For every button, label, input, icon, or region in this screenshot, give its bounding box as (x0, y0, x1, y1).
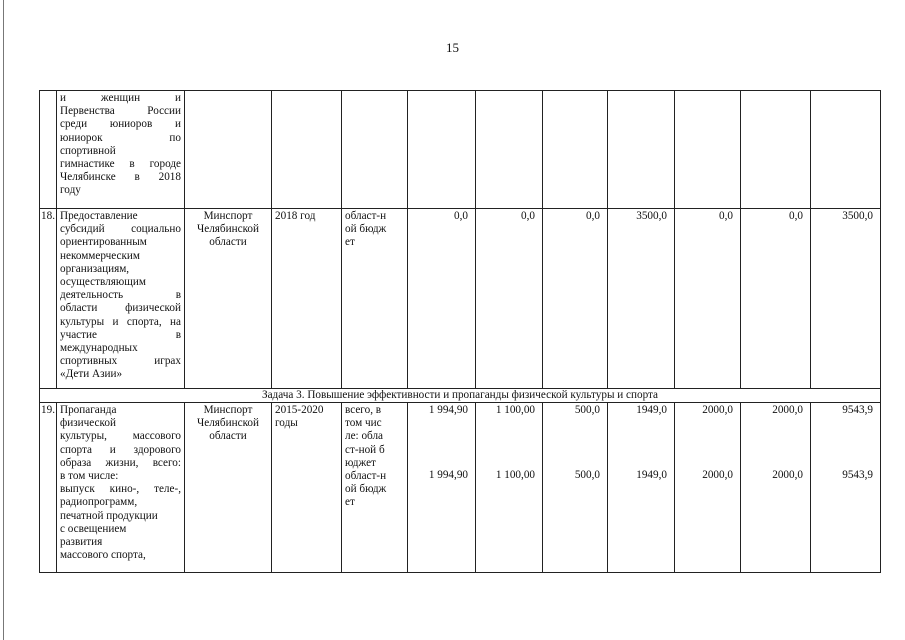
event-name-line: развития (60, 536, 103, 549)
event-name-line: области физической (60, 302, 181, 315)
period-cell (272, 91, 342, 209)
event-name-line: среди юниоров и (60, 118, 181, 131)
value-cell: 500,0 500,0 (543, 403, 608, 573)
event-name-line: физической (60, 417, 116, 430)
event-name-line: «Дети Азии» (60, 368, 123, 381)
page-number: 15 (446, 40, 459, 55)
event-name-cell (57, 91, 185, 209)
page-binding-line (3, 0, 4, 640)
value-cell: 1 994,90 1 994,90 (408, 403, 476, 573)
event-name-cell (57, 209, 185, 389)
event-name-line: культуры, массового (60, 430, 181, 443)
value-cell (543, 91, 608, 209)
row-number (40, 91, 57, 209)
value-cell: 2000,0 2000,0 (675, 403, 741, 573)
funding-source-cell: област-ной бюджет (342, 209, 408, 389)
value-cell (675, 91, 741, 209)
funding-source-total: всего, в том числе: област-ной бюджет (345, 404, 385, 469)
value-cell: 1 100,00 1 100,00 (476, 403, 543, 573)
event-name-line: спорта и здорового (60, 443, 181, 456)
event-name-line: юниорок по (60, 131, 181, 144)
value-cell: 0,0 (675, 209, 741, 389)
event-name-line: некоммерческим (60, 249, 140, 262)
event-name-line: Пропаганда (60, 404, 117, 416)
total-cell: 9543,9 9543,9 (811, 403, 881, 573)
event-name-line: деятельность в (60, 289, 181, 302)
event-name-line: Челябинске в 2018 (60, 171, 181, 184)
funding-source-cell (342, 403, 408, 573)
executor-cell: Минспорт Челябинской области (185, 209, 272, 389)
event-name-line: участие в (60, 328, 181, 341)
event-name-line: печатной продукции (60, 509, 158, 522)
event-name-line: осуществляющим (60, 276, 146, 289)
event-name-line: гимнастике в городе (60, 158, 181, 171)
row-number: 18. (40, 209, 57, 389)
event-name-line: Первенства России (60, 105, 181, 118)
event-name-line: радиопрограмм, (60, 496, 138, 509)
section-header-row (40, 389, 881, 403)
value-cell: 1949,0 1949,0 (608, 403, 675, 573)
event-name-cell (57, 403, 185, 573)
table-row (40, 403, 881, 573)
event-name-line: организациям, (60, 262, 130, 275)
value-cell (476, 91, 543, 209)
section-header: Задача 3. Повышение эффективности и пропаганды физической культуры и спорта (40, 389, 881, 403)
value-cell: 0,0 (476, 209, 543, 389)
row-number: 19. (40, 403, 57, 573)
event-name-line: образа жизни, всего: (60, 456, 181, 469)
funding-source-cell (342, 91, 408, 209)
event-name-line: в том числе: (60, 470, 119, 483)
event-name-line: Предоставление (60, 210, 138, 222)
total-cell: 3500,0 (811, 209, 881, 389)
period-cell: 2018 год (272, 209, 342, 389)
value-cell: 2000,0 2000,0 (741, 403, 811, 573)
event-name-line: спортивных играх (60, 355, 181, 368)
value-cell: 0,0 (741, 209, 811, 389)
program-table (39, 90, 881, 573)
event-name-line: международных (60, 342, 138, 355)
executor-cell (185, 91, 272, 209)
funding-source-sub: област-ной бюджет (345, 470, 387, 509)
total-cell (811, 91, 881, 209)
table-row (40, 209, 881, 389)
event-name-line: субсидий социально (60, 223, 181, 236)
value-cell: 3500,0 (608, 209, 675, 389)
event-name-line: ориентированным (60, 236, 147, 249)
value-cell: 0,0 (408, 209, 476, 389)
event-name-line: с освещением (60, 522, 127, 535)
event-name-line: и женщин и (60, 92, 181, 104)
period-cell: 2015-2020 годы (272, 403, 342, 573)
value-cell (608, 91, 675, 209)
event-name-line: культуры и спорта, на (60, 315, 181, 328)
value-cell (408, 91, 476, 209)
event-name-line: году (60, 184, 81, 197)
value-cell (741, 91, 811, 209)
executor-cell: Минспорт Челябинской области (185, 403, 272, 573)
value-cell: 0,0 (543, 209, 608, 389)
event-name-line: выпуск кино-, теле-, (60, 483, 181, 496)
event-name-line: массового спорта, (60, 549, 146, 562)
event-name-line: спортивной (60, 144, 116, 157)
table-row (40, 91, 881, 209)
